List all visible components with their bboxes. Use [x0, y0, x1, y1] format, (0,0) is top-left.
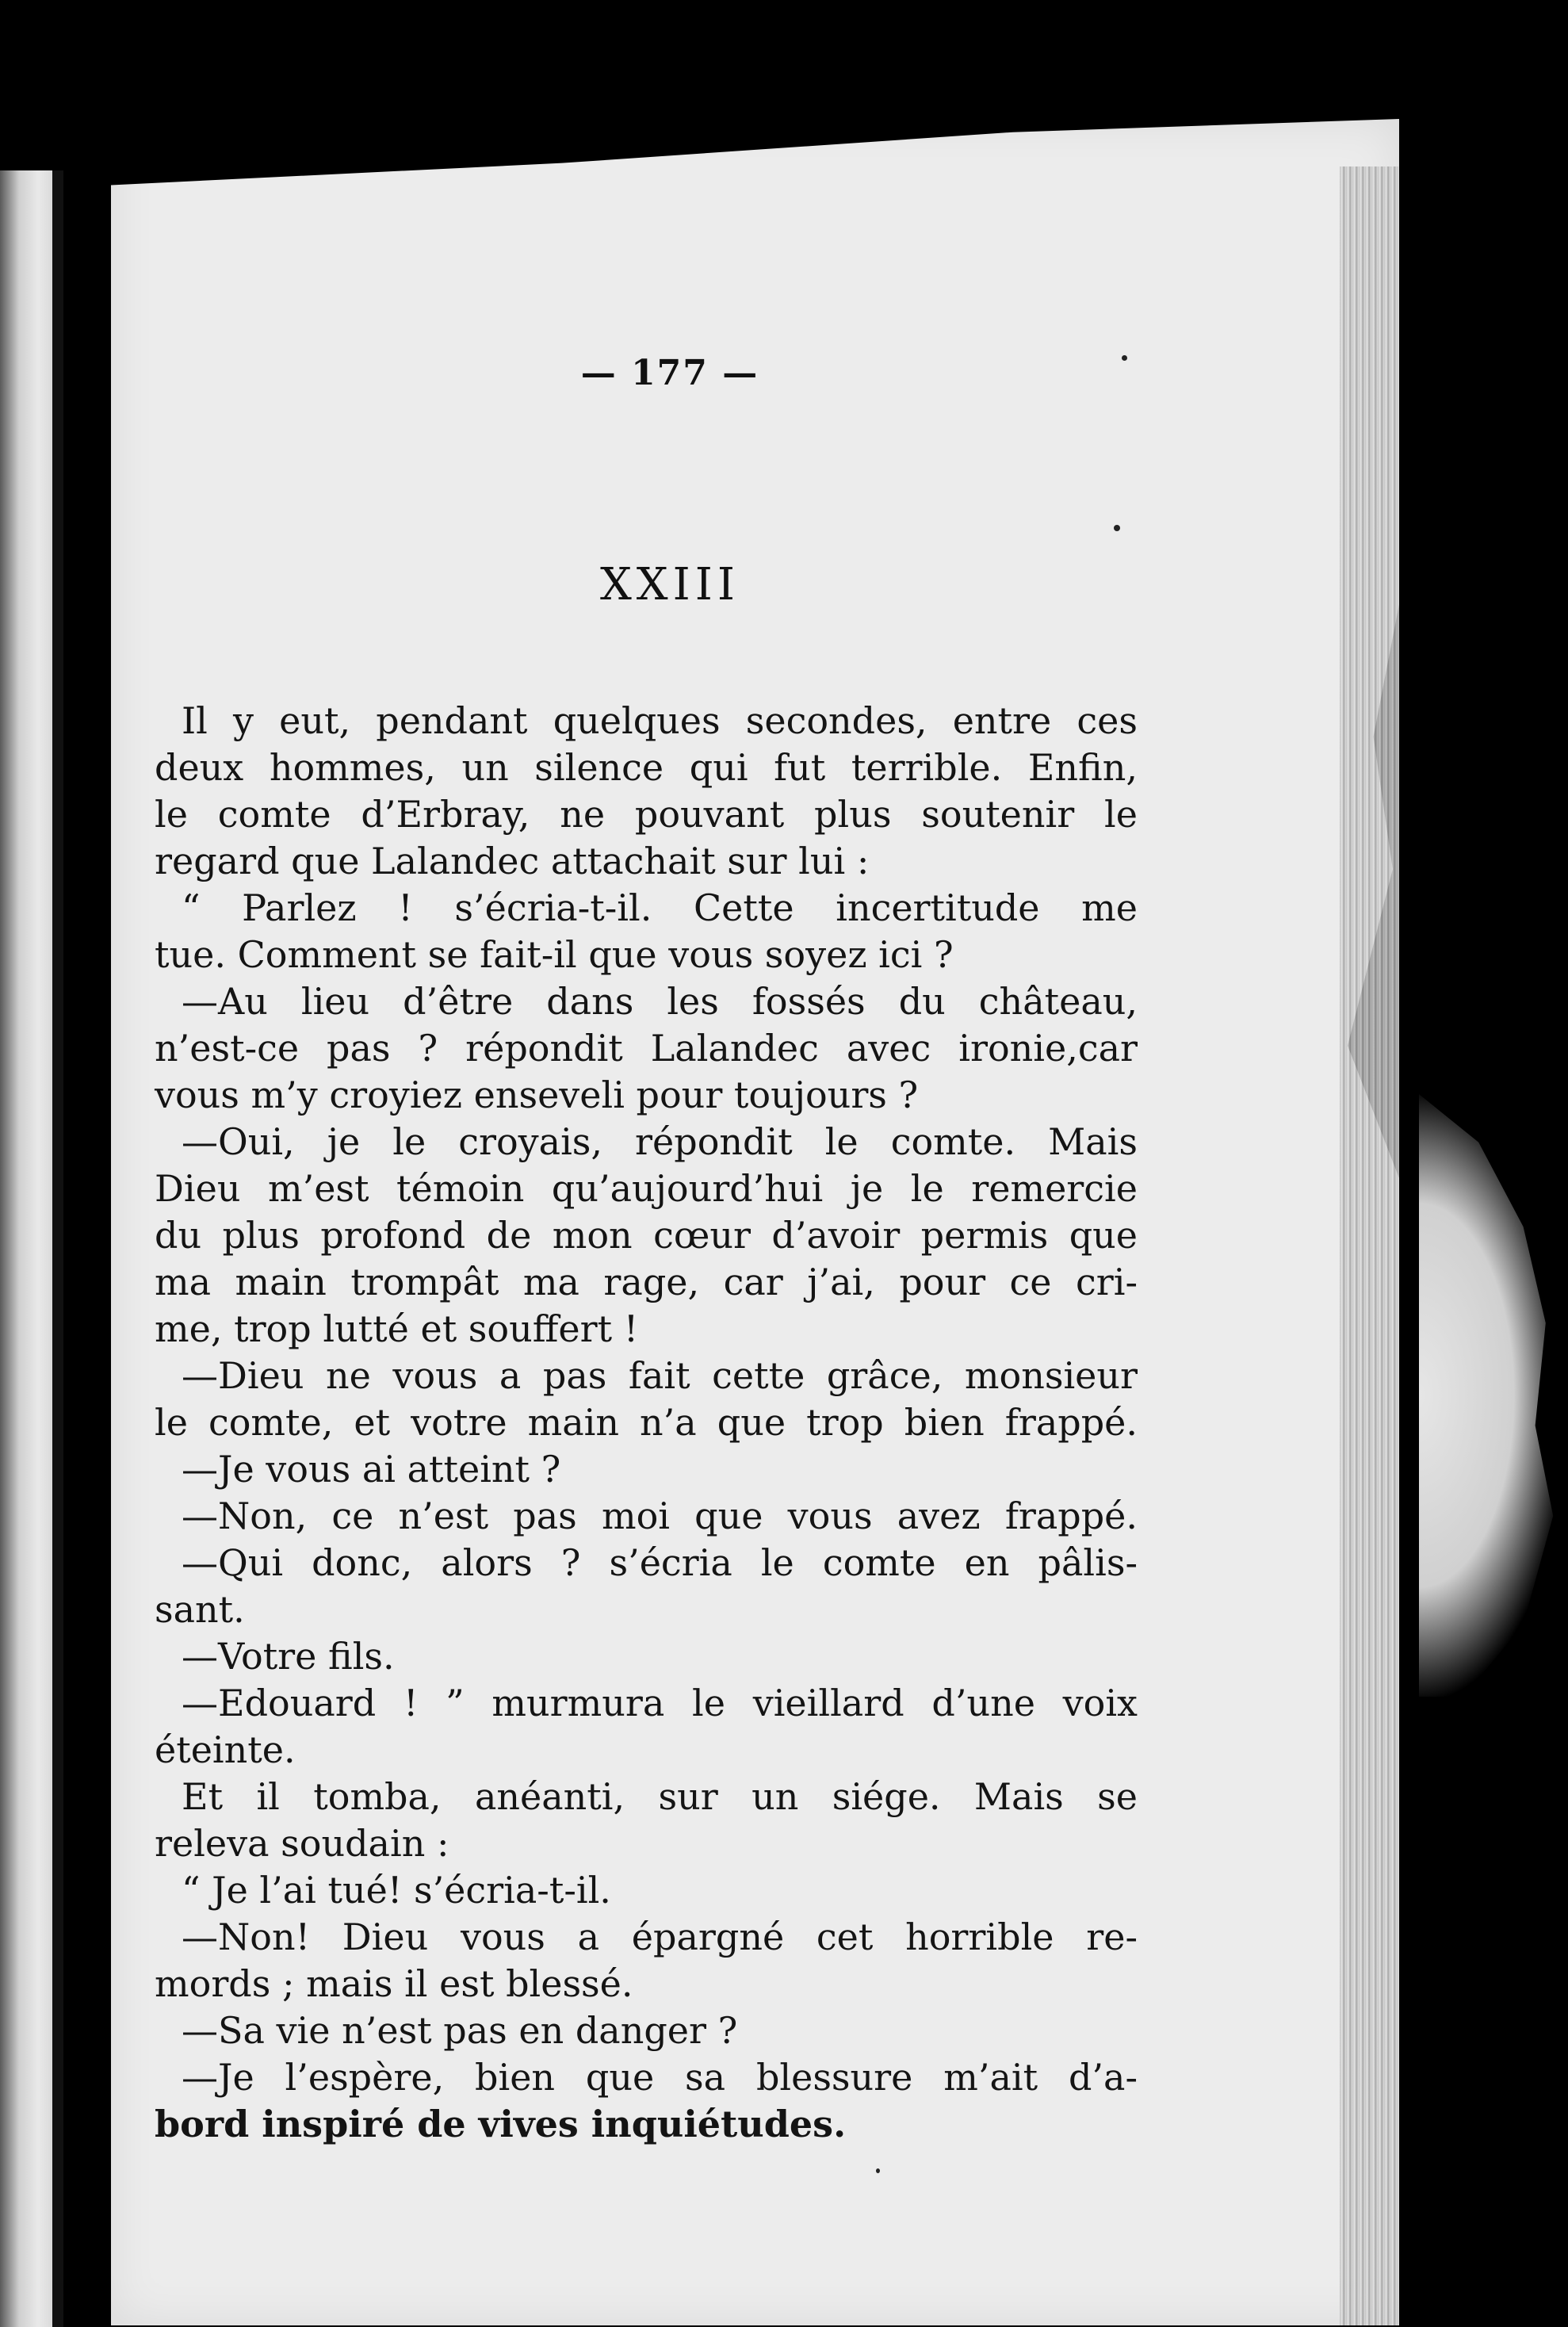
text-line: sant.	[155, 1588, 245, 1631]
text-line: —Je l’espère, bien que sa blessure m’ait d’a-	[182, 2056, 1138, 2099]
text-line: Dieu m’est témoin qu’aujourd’hui je le remercie	[155, 1167, 1138, 1210]
text-line: tue. Comment se fait-il que vous soyez ici ?	[155, 933, 954, 976]
text-line: releva soudain :	[155, 1822, 449, 1865]
text-line: Et il tomba, anéanti, sur un siége. Mais se	[182, 1775, 1138, 1818]
text-line: —Non, ce n’est pas moi que vous avez frappé.	[182, 1495, 1138, 1537]
text-line: Il y eut, pendant quelques secondes, entre ces	[182, 699, 1138, 742]
text-line: vous m’y croyiez enseveli pour toujours ?	[155, 1074, 919, 1116]
ink-speck	[1114, 525, 1120, 531]
page-block-edge	[1340, 166, 1399, 2325]
text-line: n’est-ce pas ? répondit Lalandec avec ironie,car	[155, 1027, 1138, 1070]
text-line: bord inspiré de vives inquiétudes.	[155, 2103, 847, 2145]
text-line: —Qui donc, alors ? s’écria le comte en pâlis-	[182, 1541, 1138, 1584]
text-line: ma main trompât ma rage, car j’ai, pour ce cri-	[155, 1261, 1138, 1303]
text-line: —Votre fils.	[182, 1635, 395, 1678]
torn-page-edge	[1419, 1094, 1568, 1697]
page-number: — 177 —	[580, 353, 759, 393]
text-line: —Non! Dieu vous a épargné cet horrible re-	[182, 1916, 1138, 1958]
text-line: le comte d’Erbray, ne pouvant plus soutenir le	[155, 793, 1138, 836]
text-line: “ Parlez ! s’écria-t-il. Cette incertitude me	[182, 886, 1138, 929]
text-line: —Je vous ai atteint ?	[182, 1448, 561, 1491]
text-line: éteinte.	[155, 1728, 296, 1771]
text-line: du plus profond de mon cœur d’avoir permis que	[155, 1214, 1138, 1257]
text-line: regard que Lalandec attachait sur lui :	[155, 840, 870, 882]
text-line: me, trop lutté et souffert !	[155, 1307, 639, 1350]
body-text	[155, 698, 1138, 2148]
text-line: le comte, et votre main n’a que trop bien frappé.	[155, 1401, 1138, 1444]
text-line: deux hommes, un silence qui fut terrible. Enfin,	[155, 746, 1138, 789]
previous-page-edge	[0, 170, 63, 2327]
chapter-title: XXIII	[599, 559, 740, 610]
text-line: mords ; mais il est blessé.	[155, 1962, 633, 2005]
text-line: —Dieu ne vous a pas fait cette grâce, monsieur	[182, 1354, 1138, 1397]
ink-speck	[876, 2168, 880, 2173]
text-line: —Au lieu d’être dans les fossés du château,	[182, 980, 1138, 1023]
text-line: —Oui, je le croyais, répondit le comte. Mais	[182, 1120, 1138, 1163]
text-line: “ Je l’ai tué! s’écria-t-il.	[182, 1869, 611, 1912]
text-line: —Sa vie n’est pas en danger ?	[182, 2009, 738, 2052]
text-line: —Edouard ! ” murmura le vieillard d’une voix	[182, 1682, 1138, 1724]
